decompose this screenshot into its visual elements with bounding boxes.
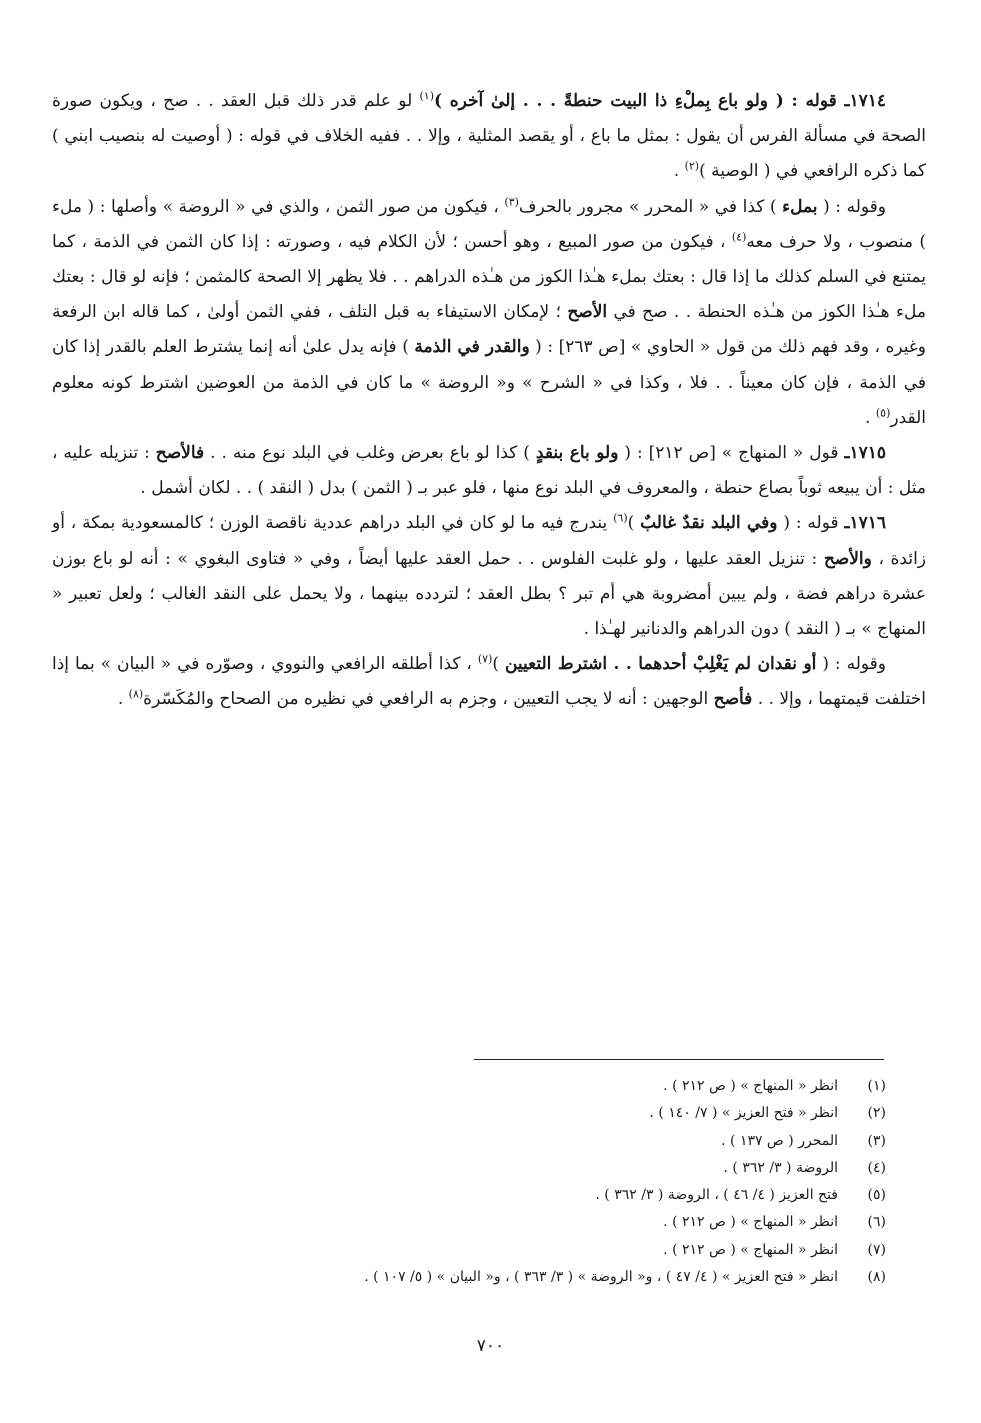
main-text xyxy=(52,84,926,718)
footnote-text: المحرر ( ص ١٣٧ ) . xyxy=(721,1132,838,1149)
text-run: قوله : ( xyxy=(777,513,845,534)
footnote-number: (٤) xyxy=(867,1159,886,1176)
bold-phrase: ١٧١٥ـ xyxy=(844,443,886,464)
text-run: ، فيكون من صور الثمن ، والذي في « الروضة » وأصلها : ( ملء ) منصوب ، ولا حرف معه xyxy=(52,196,926,252)
text-run: وقوله : ( xyxy=(817,196,886,217)
text-run: ) xyxy=(627,513,641,534)
text-run: . xyxy=(673,161,685,182)
text-run: : تنزيل العقد عليها ، ولو غلبت الفلوس . . حمل العقد عليها أيضاً ، وفي « فتاوى البغوي » : أنه لو باع بوزن عشرة دراهم فضة ، ولم يبين أمضروبة هي أم تبر ؟ بطل العقد ؛ لتردده بينهما ، ولا يحمل على النقد الغالب ؛ ولعل تعبير « المنهاج » بـ ( النقد ) دون الدراهم والدنانير لهـٰذا . xyxy=(52,548,926,640)
paragraph xyxy=(52,647,926,717)
text-run: وقوله : ( xyxy=(816,654,886,675)
paragraph xyxy=(52,506,926,647)
text-run: ؛ لإمكان الاستيفاء به قبل التلف ، ففي الثمن أولىٰ ، كما قاله ابن الرفعة وغيره ، وقد فهم ذلك من قول « الحاوي » [ص ٢٦٣] : ( xyxy=(52,302,926,358)
footnote-text: انظر « فتح العزيز » ( ٧/ ١٤٠ ) . xyxy=(649,1105,838,1122)
text-run: ، كذا أطلقه الرافعي والنووي ، وصوّره في « البيان » بما إذا اختلفت قيمتهما ، وإلا . . xyxy=(52,654,926,710)
bold-phrase: ولو باع بنقدٍ xyxy=(535,443,619,464)
text-run: الوجهين : أنه لا يجب التعيين ، وجزم به الرافعي في نظيره من الصحاح والمُكَسّرة xyxy=(143,689,714,710)
footnote-text: انظر « فتح العزيز » ( ٤/ ٤٧ ) ، و« الروضة » ( ٣/ ٣٦٣ ) ، و« البيان » ( ٥/ ١٠٧ ) . xyxy=(364,1269,838,1286)
footnote-text: انظر « المنهاج » ( ص ٢١٢ ) . xyxy=(663,1078,838,1094)
footnote-marker: (٤) xyxy=(731,230,747,244)
bold-phrase: فالأصح xyxy=(155,443,205,464)
bold-phrase: ١٧١٦ـ xyxy=(844,513,886,534)
footnote-marker: (٨) xyxy=(128,687,144,701)
footnote-number: (١) xyxy=(867,1078,886,1094)
footnote-marker: (٧) xyxy=(477,652,493,666)
footnote-item xyxy=(106,1155,886,1182)
footnote-number: (٦) xyxy=(867,1214,886,1231)
text-run: ) xyxy=(492,654,505,675)
footnotes xyxy=(106,1073,886,1291)
footnote-number: (٨) xyxy=(867,1269,886,1286)
bold-phrase: أو نقدان لم يَغْلِبْ أحدهما . . اشترط التعيين xyxy=(504,654,817,675)
footnote-text: انظر « المنهاج » ( ص ٢١٢ ) . xyxy=(663,1241,838,1258)
footnote-number: (٧) xyxy=(867,1241,886,1258)
text-run: يندرج فيه ما لو كان في البلد دراهم عددية ناقصة الوزن ؛ كالمسعودية بمكة ، أو زائدة ، xyxy=(52,513,926,569)
text-run: ، فيكون من صور المبيع ، وهو أحسن ؛ لأن الكلام فيه ، وصورته : إذا كان الثمن في الذمة ، كما يمتنع في السلم كذلك ما إذا قال : بعتك بملء هـٰذا الكوز من هـٰذه الدراهم . . فلا يظهر إلا الصحة كالمثمن ؛ فإنه لو قال : بعتك ملء هـٰذا الكوز من هـٰذه الحنطة . . صح في xyxy=(52,231,926,323)
footnote-separator xyxy=(474,1059,884,1060)
text-run: قول « المنهاج » [ص ٢١٢] : ( xyxy=(618,443,845,464)
bold-phrase: فأصح xyxy=(713,689,753,710)
footnote-item xyxy=(106,1100,886,1127)
footnote-marker: (٦) xyxy=(613,511,628,525)
footnote-number: (٣) xyxy=(867,1132,886,1149)
footnote-text: فتح العزيز ( ٤/ ٤٦ ) ، الروضة ( ٣/ ٣٦٢ ) . xyxy=(595,1187,838,1204)
footnote-text: انظر « المنهاج » ( ص ٢١٢ ) . xyxy=(663,1214,838,1231)
text-run: . xyxy=(117,689,129,710)
footnote-marker: (٥) xyxy=(875,406,891,420)
footnote-item xyxy=(106,1264,886,1291)
text-run: ) كذا لو باع بعرض وغلب في البلد نوع منه . . xyxy=(204,443,536,464)
bold-phrase: الأصح xyxy=(567,302,608,323)
footnote-item xyxy=(106,1209,886,1236)
paragraph xyxy=(52,190,926,436)
footnote-marker: (٣) xyxy=(504,194,519,208)
footnote-item xyxy=(106,1237,886,1264)
footnote-marker: (١) xyxy=(419,89,434,103)
footnote-number: (٥) xyxy=(867,1187,886,1204)
footnote-item xyxy=(106,1073,886,1100)
paragraph xyxy=(52,84,926,190)
footnote-item xyxy=(106,1128,886,1155)
bold-phrase: والأصح xyxy=(823,548,872,569)
footnote-number: (٢) xyxy=(867,1105,886,1122)
bold-phrase: والقدر في الذمة xyxy=(414,337,530,358)
text-run: ) كذا في « المحرر » مجرور بالحرف xyxy=(518,196,783,217)
page-number: ٧٠٠ xyxy=(476,1336,505,1356)
bold-phrase: بملء xyxy=(782,196,818,217)
paragraph xyxy=(52,436,926,506)
footnote-marker: (٢) xyxy=(684,159,700,173)
text-run: . xyxy=(865,407,876,428)
text-run: ) فإنه يدل علىٰ أنه إنما يشترط العلم بالقدر إذا كان في الذمة ، فإن كان معيناً . . فلا ، وكذا في « الشرح » و« الروضة » ما كان في الذمة من العوضين اشترط كونه معلوم القدر xyxy=(52,337,926,428)
text-run: : تنزيله عليه ، مثل : أن يبيعه ثوباً بصاع حنطة ، والمعروف في البلد نوع منها ، فلو عبر بـ ( الثمن ) بدل ( النقد ) . . لكان أشمل . xyxy=(52,443,926,499)
footnote-text: الروضة ( ٣/ ٣٦٢ ) . xyxy=(723,1159,838,1176)
footnote-item xyxy=(106,1182,886,1209)
text-run: لو علم قدر ذلك قبل العقد . . صح ، ويكون صورة الصحة في مسألة الفرس أن يقول : بمثل ما باع ، أو يقصد المثلية ، وإلا . . ففيه الخلاف في قوله : ( أوصيت له بنصيب ابني ) كما ذكره الرافعي في ( الوصية ) xyxy=(52,91,926,182)
bold-phrase: ١٧١٤ـ قوله : ( ولو باع بِملْءِ ذا البيت حنطةً . . . إلىٰ آخره ) xyxy=(433,91,886,111)
bold-phrase: وفي البلد نقدٌ غالبٌ xyxy=(640,513,778,534)
